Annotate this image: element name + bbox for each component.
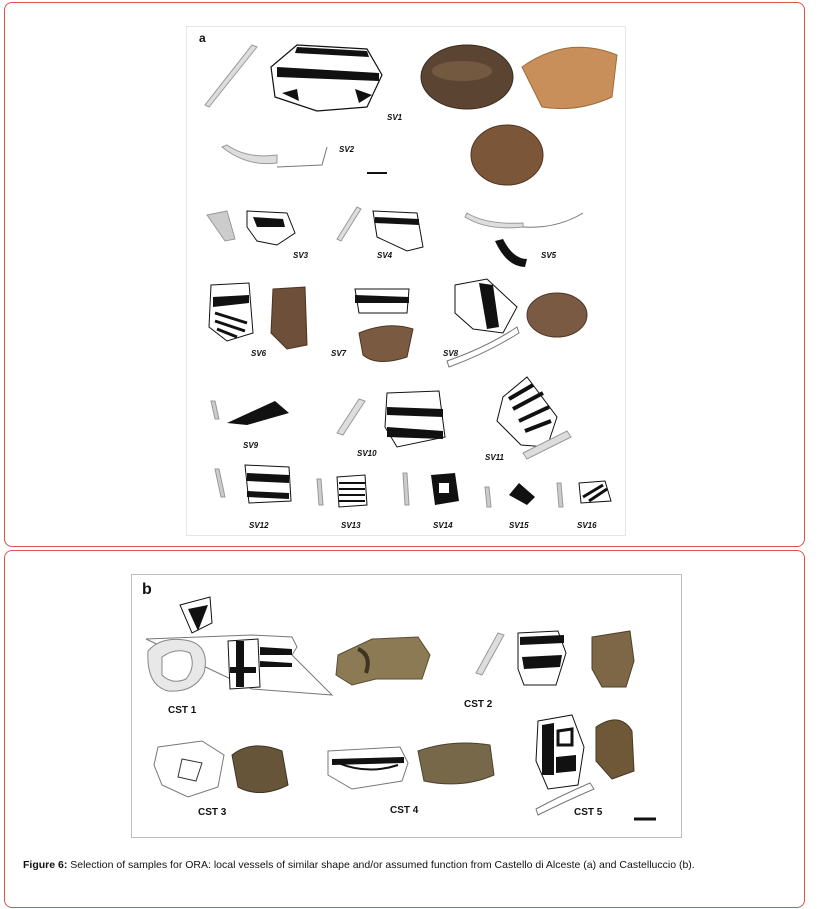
figure-caption	[23, 859, 793, 872]
panel-b-letter: b	[142, 581, 152, 598]
label-sv10: SV10	[357, 449, 377, 458]
label-sv6: SV6	[251, 349, 267, 358]
panel-a-drawings	[187, 27, 625, 535]
label-sv16: SV16	[577, 521, 597, 530]
label-cst2: CST 2	[464, 699, 493, 710]
label-sv5: SV5	[541, 251, 557, 260]
label-cst1: CST 1	[168, 705, 197, 716]
label-cst5: CST 5	[574, 807, 603, 818]
panel-b-drawings	[132, 575, 681, 837]
label-cst3: CST 3	[198, 807, 227, 818]
label-sv11: SV11	[485, 453, 504, 462]
panel-b-plate	[131, 574, 682, 838]
label-sv7: SV7	[331, 349, 347, 358]
panel-a-plate	[186, 26, 626, 536]
label-sv9: SV9	[243, 441, 259, 450]
label-sv15: SV15	[509, 521, 529, 530]
label-sv12: SV12	[249, 521, 269, 530]
label-sv4: SV4	[377, 251, 393, 260]
label-sv1: SV1	[387, 113, 403, 122]
label-sv2: SV2	[339, 145, 355, 154]
label-sv14: SV14	[433, 521, 453, 530]
caption-label: Figure 6:	[23, 859, 68, 871]
label-sv13: SV13	[341, 521, 361, 530]
panel-a-letter: a	[199, 31, 206, 45]
caption-text: Selection of samples for ORA: local vessels of similar shape and/or assumed function from Castello di Alceste (a) and Castelluccio (b).	[67, 859, 695, 871]
label-sv3: SV3	[293, 251, 309, 260]
label-cst4: CST 4	[390, 805, 419, 816]
label-sv8: SV8	[443, 349, 459, 358]
